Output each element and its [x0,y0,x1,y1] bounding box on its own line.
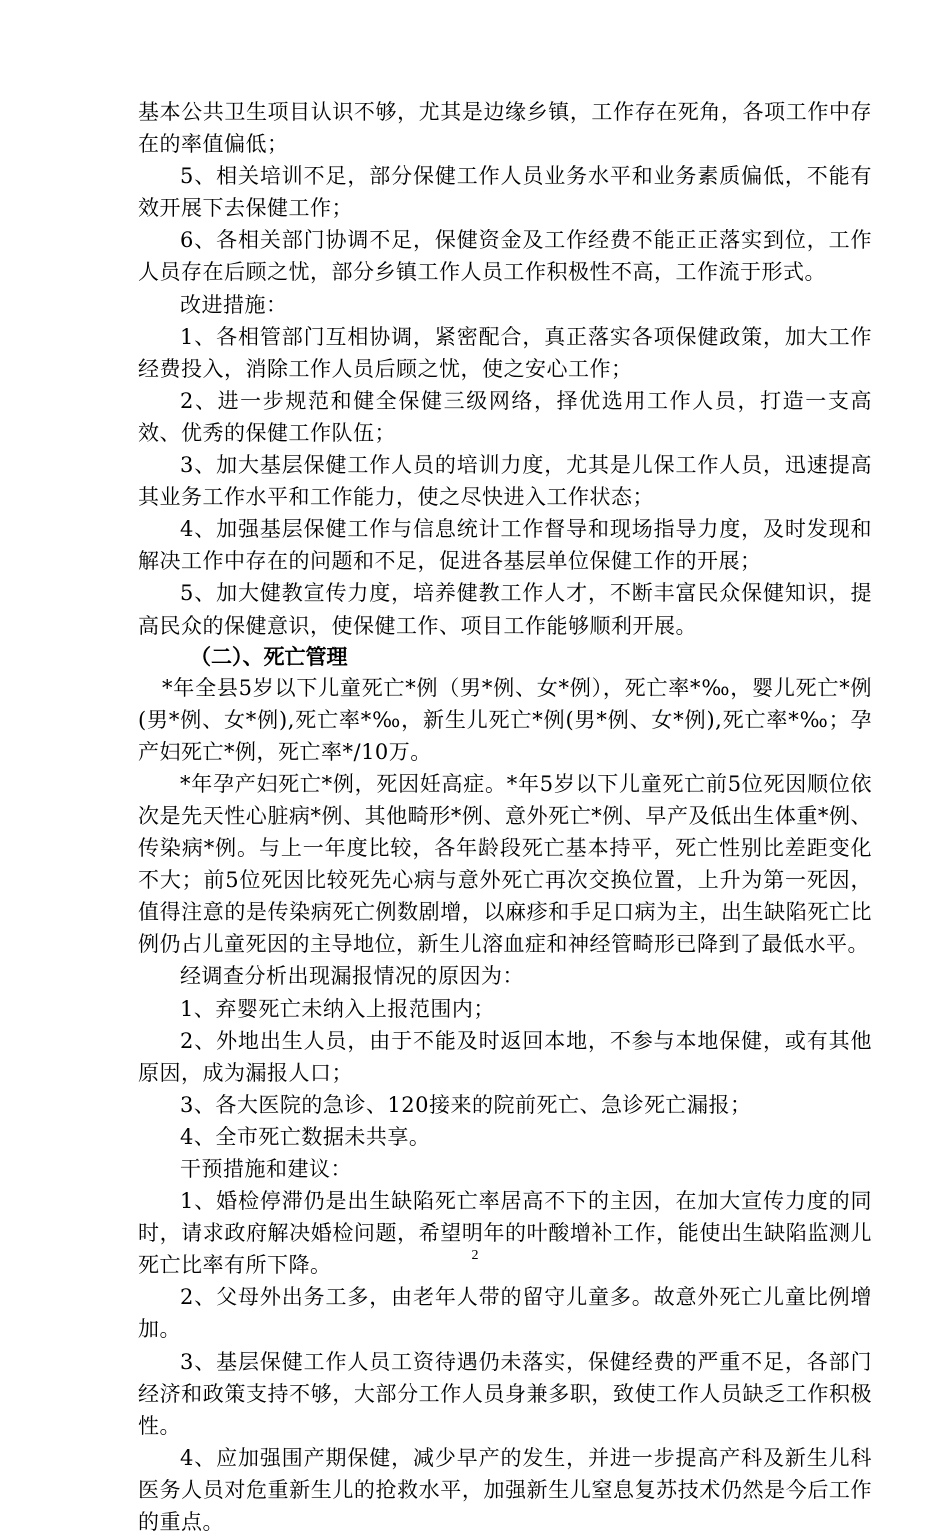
paragraph: 干预措施和建议： [180,1157,352,1181]
paragraph: 4、全市死亡数据未共享。 [180,1124,431,1149]
paragraph: 3、加大基层保健工作人员的培训力度，尤其是儿保工作人员，迅速提高其业务工作水平和工作能力，使之尽快进入工作状态； [138,453,872,510]
paragraph: 1、弃婴死亡未纳入上报范围内； [180,996,495,1021]
paragraph: 5、加大健教宣传力度，培养健教工作人才，不断丰富民众保健知识，提高民众的保健意识，使保健工作、项目工作能够顺利开展。 [138,581,872,638]
paragraph: 3、各大医院的急诊、120接来的院前死亡、急诊死亡漏报； [180,1092,752,1117]
paragraph: 1、各相管部门互相协调，紧密配合，真正落实各项保健政策，加大工作经费投入，消除工作人员后顾之忧，使之安心工作； [138,324,872,381]
paragraph: 2、父母外出务工多，由老年人带的留守儿童多。故意外死亡儿童比例增加。 [138,1285,872,1342]
paragraph: *年全县5岁以下儿童死亡*例（男*例、女*例），死亡率*‰，婴儿死亡*例(男*例、女*例),死亡率*‰，新生儿死亡*例(男*例、女*例),死亡率*‰；孕产妇死亡*例，死亡率*/10万。 [138,675,872,764]
paragraph: 2、外地出生人员，由于不能及时返回本地，不参与本地保健，或有其他原因，成为漏报人口； [138,1028,872,1085]
paragraph: 4、加强基层保健工作与信息统计工作督导和现场指导力度，及时发现和解决工作中存在的问题和不足，促进各基层单位保健工作的开展； [138,517,872,574]
page-number: 2 [471,1248,479,1263]
paragraph: 基本公共卫生项目认识不够，尤其是边缘乡镇，工作存在死角，各项工作中存在的率值偏低； [138,100,872,157]
paragraph: *年孕产妇死亡*例，死因妊高症。*年5岁以下儿童死亡前5位死因顺位依次是先天性心脏病*例、其他畸形*例、意外死亡*例、早产及低出生体重*例、传染病*例。与上一年度比较，各年龄段死亡基本持平，死亡性别比差距变化不大；前5位死因比较死先心病与意外死亡再次交换位置，上升为第一死因，值得注意的是传染病死亡例数剧增，以麻疹和手足口病为主，出生缺陷死亡比例仍占儿童死因的主导地位，新生儿溶血症和神经管畸形已降到了最低水平。 [138,771,872,957]
paragraph: 3、基层保健工作人员工资待遇仍未落实，保健经费的严重不足，各部门经济和政策支持不够，大部分工作人员身兼多职，致使工作人员缺乏工作积极性。 [138,1349,872,1438]
section-heading: （二）、死亡管理 [190,644,348,669]
paragraph: 改进措施： [180,292,288,317]
paragraph: 1、婚检停滞仍是出生缺陷死亡率居高不下的主因，在加大宣传力度的同时，请求政府解决婚检问题，希望明年的叶酸增补工作，能使出生缺陷监测儿死亡比率有所下降。 [138,1189,872,1278]
paragraph: 2、进一步规范和健全保健三级网络，择优选用工作人员，打造一支高效、优秀的保健工作队伍； [138,388,872,445]
paragraph: 6、各相关部门协调不足，保健资金及工作经费不能正正落实到位，工作人员存在后顾之忧，部分乡镇工作人员工作积极性不高，工作流于形式。 [138,228,872,285]
paragraph: 4、应加强围产期保健，减少早产的发生，并进一步提高产科及新生儿科医务人员对危重新生儿的抢救水平，加强新生儿窒息复苏技术仍然是今后工作的重点。 [138,1445,872,1535]
document-page [138,96,872,1538]
paragraph: 经调查分析出现漏报情况的原因为： [180,964,524,989]
paragraph: 5、相关培训不足，部分保健工作人员业务水平和业务素质偏低，不能有效开展下去保健工作； [138,164,872,221]
